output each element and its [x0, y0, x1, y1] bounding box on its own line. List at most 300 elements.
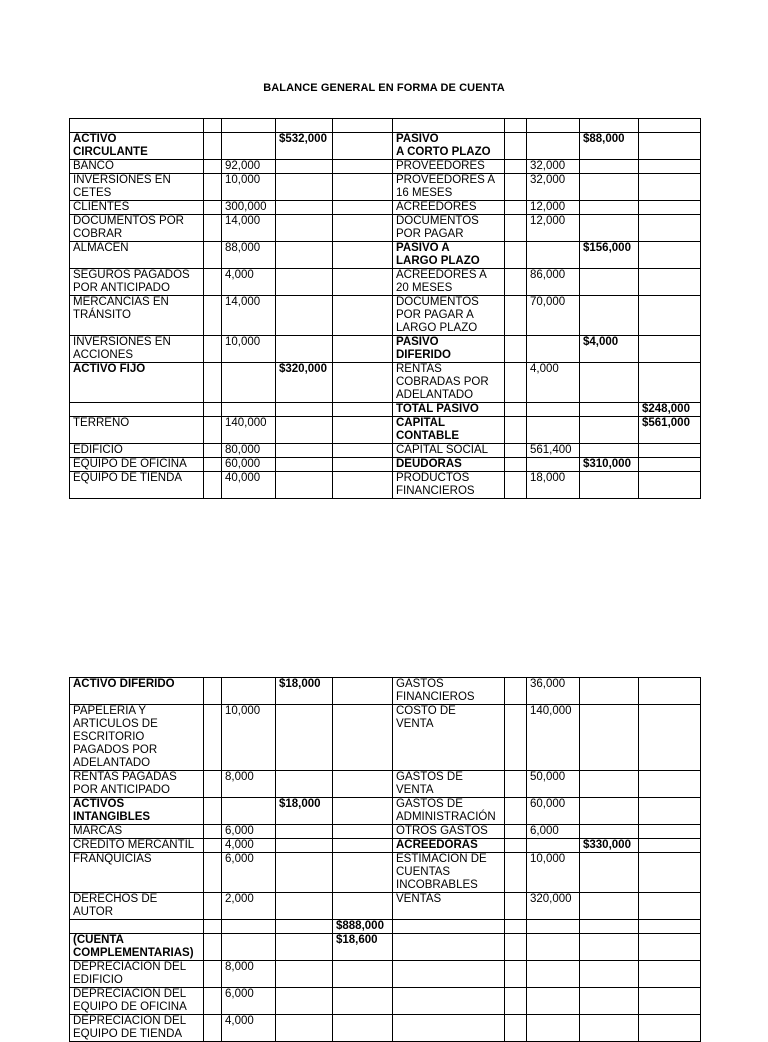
- table-cell: [333, 771, 393, 798]
- table-cell: [580, 403, 639, 417]
- table-cell: [222, 798, 276, 825]
- table-cell: [580, 119, 639, 133]
- table-cell: 4,000: [527, 363, 580, 403]
- table-cell: ALMACEN: [70, 242, 204, 269]
- table-cell: ACTIVO FIJO: [70, 363, 204, 403]
- table-cell: [333, 988, 393, 1015]
- table-cell: OTROS GASTOS: [393, 825, 505, 839]
- balance-sheet-table-1: [69, 118, 701, 499]
- table-cell: [639, 269, 701, 296]
- table-cell: 320,000: [527, 893, 580, 920]
- table-cell: ACREEDORAS: [393, 839, 505, 853]
- table-cell: 10,000: [527, 853, 580, 893]
- table-cell: [333, 825, 393, 839]
- table-cell: [333, 215, 393, 242]
- table-cell: [333, 839, 393, 853]
- table-cell: [222, 920, 276, 934]
- table-cell: [580, 705, 639, 771]
- table-cell: [580, 988, 639, 1015]
- table-cell: [204, 678, 222, 705]
- table-cell: INVERSIONES EN ACCIONES: [70, 336, 204, 363]
- table-cell: [580, 961, 639, 988]
- table-cell: ACREEDORES A 20 MESES: [393, 269, 505, 296]
- table-cell: SEGUROS PAGADOS POR ANTICIPADO: [70, 269, 204, 296]
- table-cell: [527, 417, 580, 444]
- table-cell: [276, 920, 333, 934]
- table-cell: 8,000: [222, 961, 276, 988]
- table-cell: [580, 771, 639, 798]
- table-cell: [505, 242, 527, 269]
- table-cell: [505, 403, 527, 417]
- table-cell: [276, 403, 333, 417]
- table-cell: $532,000: [276, 133, 333, 160]
- table-cell: [393, 934, 505, 961]
- table-cell: $156,000: [580, 242, 639, 269]
- table-cell: [639, 201, 701, 215]
- table-cell: [393, 988, 505, 1015]
- table-cell: INVERSIONES EN CETES: [70, 174, 204, 201]
- table-cell: EQUIPO DE OFICINA: [70, 458, 204, 472]
- table-cell: [70, 119, 204, 133]
- table-cell: [276, 853, 333, 893]
- table-cell: 6,000: [222, 853, 276, 893]
- table-cell: [580, 417, 639, 444]
- table-cell: TERRENO: [70, 417, 204, 444]
- table-row: [70, 853, 701, 893]
- table-cell: [276, 1015, 333, 1042]
- table-cell: [70, 920, 204, 934]
- table-cell: $310,000: [580, 458, 639, 472]
- table-cell: [333, 472, 393, 499]
- table-cell: [527, 133, 580, 160]
- table-cell: $320,000: [276, 363, 333, 403]
- table-cell: [333, 296, 393, 336]
- table-cell: [580, 934, 639, 961]
- table-cell: [505, 215, 527, 242]
- table-cell: [276, 444, 333, 458]
- table-cell: 14,000: [222, 296, 276, 336]
- table-cell: GASTOS DE ADMINISTRACIÓN: [393, 798, 505, 825]
- table-row: [70, 798, 701, 825]
- table-cell: ACREEDORES: [393, 201, 505, 215]
- table-cell: [505, 444, 527, 458]
- table-cell: [333, 853, 393, 893]
- table-cell: [204, 174, 222, 201]
- table-cell: EQUIPO DE TIENDA: [70, 472, 204, 499]
- table-cell: RENTAS COBRADAS POR ADELANTADO: [393, 363, 505, 403]
- table-cell: [580, 174, 639, 201]
- table-cell: [580, 472, 639, 499]
- table-cell: [639, 336, 701, 363]
- table-cell: [639, 771, 701, 798]
- table-cell: [276, 296, 333, 336]
- table-cell: [505, 934, 527, 961]
- table-cell: [393, 961, 505, 988]
- table-cell: 32,000: [527, 160, 580, 174]
- table-cell: ACTIVO CIRCULANTE: [70, 133, 204, 160]
- table-cell: $888,000: [333, 920, 393, 934]
- table-cell: [639, 133, 701, 160]
- table-cell: [505, 201, 527, 215]
- table-cell: PAPELERIA Y ARTICULOS DE ESCRITORIO PAGADOS POR ADELANTADO: [70, 705, 204, 771]
- table-row: [70, 242, 701, 269]
- table-cell: [639, 458, 701, 472]
- table-cell: [505, 119, 527, 133]
- table-row: [70, 363, 701, 403]
- table-cell: [580, 269, 639, 296]
- table-cell: [580, 853, 639, 893]
- table-cell: [639, 934, 701, 961]
- table-cell: [204, 296, 222, 336]
- table-cell: 70,000: [527, 296, 580, 336]
- table-cell: [639, 678, 701, 705]
- table-row: [70, 920, 701, 934]
- table-cell: [204, 119, 222, 133]
- table-cell: 12,000: [527, 201, 580, 215]
- table-cell: [527, 934, 580, 961]
- table-cell: [639, 174, 701, 201]
- table-row: [70, 705, 701, 771]
- table-cell: [333, 119, 393, 133]
- table-cell: [639, 215, 701, 242]
- table-row: [70, 988, 701, 1015]
- table-cell: 60,000: [527, 798, 580, 825]
- table-cell: [639, 961, 701, 988]
- table-cell: [639, 893, 701, 920]
- table-cell: [333, 403, 393, 417]
- table-cell: [204, 798, 222, 825]
- table-cell: [276, 825, 333, 839]
- table-cell: [333, 363, 393, 403]
- table-cell: [276, 215, 333, 242]
- table-row: [70, 417, 701, 444]
- table-cell: [204, 363, 222, 403]
- table-row: [70, 1015, 701, 1042]
- table-cell: 300,000: [222, 201, 276, 215]
- table-cell: [580, 201, 639, 215]
- table-cell: [580, 296, 639, 336]
- table-cell: [505, 174, 527, 201]
- table-cell: 18,000: [527, 472, 580, 499]
- table-cell: [204, 242, 222, 269]
- table-cell: [276, 174, 333, 201]
- table-cell: 4,000: [222, 269, 276, 296]
- table-cell: [333, 798, 393, 825]
- table-cell: [580, 678, 639, 705]
- table-cell: 12,000: [527, 215, 580, 242]
- table-cell: 561,400: [527, 444, 580, 458]
- table-cell: [204, 269, 222, 296]
- table-cell: [639, 444, 701, 458]
- table-cell: [639, 920, 701, 934]
- table-cell: CREDITO MERCANTIL: [70, 839, 204, 853]
- table-row: [70, 160, 701, 174]
- table-row: [70, 472, 701, 499]
- table-cell: [580, 444, 639, 458]
- table-cell: GASTOS DE VENTA: [393, 771, 505, 798]
- table-cell: [204, 215, 222, 242]
- table-cell: 60,000: [222, 458, 276, 472]
- table-row: [70, 934, 701, 961]
- table-cell: CAPITAL CONTABLE: [393, 417, 505, 444]
- table-cell: TOTAL PASIVO: [393, 403, 505, 417]
- table-cell: [393, 1015, 505, 1042]
- table-cell: [276, 160, 333, 174]
- table-cell: [276, 988, 333, 1015]
- table-cell: [204, 1015, 222, 1042]
- table-cell: [204, 771, 222, 798]
- table-cell: [580, 825, 639, 839]
- table-cell: [527, 403, 580, 417]
- table-cell: [204, 444, 222, 458]
- table-cell: [333, 174, 393, 201]
- table-cell: 10,000: [222, 174, 276, 201]
- table-cell: [505, 1015, 527, 1042]
- table-cell: [527, 458, 580, 472]
- table-cell: [204, 403, 222, 417]
- table-row: [70, 678, 701, 705]
- table-cell: 50,000: [527, 771, 580, 798]
- table-cell: [505, 771, 527, 798]
- table-cell: [204, 893, 222, 920]
- table-cell: [222, 119, 276, 133]
- table-cell: [204, 853, 222, 893]
- table-cell: [639, 798, 701, 825]
- table-cell: [580, 920, 639, 934]
- table-cell: [204, 160, 222, 174]
- table-cell: PASIVO A CORTO PLAZO: [393, 133, 505, 160]
- table-cell: [505, 825, 527, 839]
- table-cell: 14,000: [222, 215, 276, 242]
- table-cell: [505, 893, 527, 920]
- table-cell: [333, 444, 393, 458]
- table-cell: [204, 472, 222, 499]
- table-cell: DOCUMENTOS POR PAGAR A LARGO PLAZO: [393, 296, 505, 336]
- table-cell: [580, 1015, 639, 1042]
- table-cell: [505, 853, 527, 893]
- table-cell: 140,000: [527, 705, 580, 771]
- table-cell: PASIVO DIFERIDO: [393, 336, 505, 363]
- table-cell: [333, 961, 393, 988]
- table-cell: [222, 678, 276, 705]
- table-cell: [505, 705, 527, 771]
- table-cell: PRODUCTOS FINANCIEROS: [393, 472, 505, 499]
- table-cell: [276, 472, 333, 499]
- table-cell: [276, 336, 333, 363]
- table-cell: [276, 242, 333, 269]
- table-cell: PROVEEDORES: [393, 160, 505, 174]
- table-row: [70, 839, 701, 853]
- table-cell: [204, 988, 222, 1015]
- table-cell: DOCUMENTOS POR PAGAR: [393, 215, 505, 242]
- table-cell: [639, 825, 701, 839]
- table-cell: $18,000: [276, 678, 333, 705]
- table-cell: 8,000: [222, 771, 276, 798]
- table-cell: [505, 678, 527, 705]
- table-cell: [222, 133, 276, 160]
- table-cell: [204, 934, 222, 961]
- table-cell: [276, 269, 333, 296]
- table-cell: [505, 798, 527, 825]
- table-cell: [505, 961, 527, 988]
- table-cell: [70, 403, 204, 417]
- table-cell: [333, 336, 393, 363]
- table-cell: [333, 201, 393, 215]
- table-cell: ESTIMACION DE CUENTAS INCOBRABLES: [393, 853, 505, 893]
- table-cell: FRANQUICIAS: [70, 853, 204, 893]
- table-cell: [204, 458, 222, 472]
- table-cell: ACTIVOS INTANGIBLES: [70, 798, 204, 825]
- table-row: [70, 771, 701, 798]
- table-cell: VENTAS: [393, 893, 505, 920]
- table-cell: BANCO: [70, 160, 204, 174]
- table-cell: (CUENTA COMPLEMENTARIAS): [70, 934, 204, 961]
- table-cell: CLIENTES: [70, 201, 204, 215]
- table-cell: [639, 119, 701, 133]
- table-cell: $18,000: [276, 798, 333, 825]
- table-cell: [505, 269, 527, 296]
- table-cell: [527, 961, 580, 988]
- table-cell: [276, 417, 333, 444]
- table-row: [70, 893, 701, 920]
- table-row: [70, 201, 701, 215]
- table-row: [70, 336, 701, 363]
- table-row: [70, 825, 701, 839]
- table-cell: [204, 705, 222, 771]
- table-cell: [639, 242, 701, 269]
- table-cell: [393, 119, 505, 133]
- table-cell: [333, 458, 393, 472]
- table-row: [70, 269, 701, 296]
- table-cell: [276, 201, 333, 215]
- table-cell: [639, 988, 701, 1015]
- table-cell: $88,000: [580, 133, 639, 160]
- table-cell: [333, 1015, 393, 1042]
- table-cell: [276, 458, 333, 472]
- table-cell: [527, 988, 580, 1015]
- table-cell: $330,000: [580, 839, 639, 853]
- table-cell: [222, 363, 276, 403]
- table-cell: 6,000: [222, 825, 276, 839]
- table-cell: [639, 472, 701, 499]
- table-cell: DERECHOS DE AUTOR: [70, 893, 204, 920]
- table-cell: [580, 363, 639, 403]
- table-cell: [527, 920, 580, 934]
- table-cell: GASTOS FINANCIEROS: [393, 678, 505, 705]
- table-cell: $248,000: [639, 403, 701, 417]
- table-cell: [393, 920, 505, 934]
- table-cell: [505, 458, 527, 472]
- table-cell: [505, 472, 527, 499]
- table-row: [70, 174, 701, 201]
- table-cell: 4,000: [222, 839, 276, 853]
- table-cell: COSTO DE VENTA: [393, 705, 505, 771]
- table-cell: RENTAS PAGADAS POR ANTICIPADO: [70, 771, 204, 798]
- table-cell: [527, 1015, 580, 1042]
- table-cell: [505, 160, 527, 174]
- table-cell: MERCANCIAS EN TRÁNSITO: [70, 296, 204, 336]
- table-cell: EDIFICIO: [70, 444, 204, 458]
- table-cell: [505, 363, 527, 403]
- table-row: [70, 296, 701, 336]
- table-cell: 6,000: [222, 988, 276, 1015]
- table-row: [70, 444, 701, 458]
- table-cell: [276, 934, 333, 961]
- table-cell: [505, 336, 527, 363]
- table-cell: [204, 961, 222, 988]
- table-cell: [527, 839, 580, 853]
- table-cell: 92,000: [222, 160, 276, 174]
- table-cell: [639, 296, 701, 336]
- table-cell: [580, 160, 639, 174]
- table-cell: DEUDORAS: [393, 458, 505, 472]
- table-cell: [527, 242, 580, 269]
- table-cell: [505, 839, 527, 853]
- table-cell: 36,000: [527, 678, 580, 705]
- table-cell: [204, 839, 222, 853]
- table-cell: [222, 934, 276, 961]
- table-cell: [505, 920, 527, 934]
- table-cell: [505, 988, 527, 1015]
- table-cell: [276, 839, 333, 853]
- table-cell: CAPITAL SOCIAL: [393, 444, 505, 458]
- table-row: [70, 403, 701, 417]
- table-cell: DEPRECIACION DEL EQUIPO DE OFICINA: [70, 988, 204, 1015]
- table-cell: 88,000: [222, 242, 276, 269]
- table-cell: [204, 825, 222, 839]
- table-cell: $4,000: [580, 336, 639, 363]
- table-cell: 32,000: [527, 174, 580, 201]
- table-row: [70, 119, 701, 133]
- table-cell: 86,000: [527, 269, 580, 296]
- table-cell: $18,600: [333, 934, 393, 961]
- table-cell: [276, 705, 333, 771]
- table-cell: PROVEEDORES A 16 MESES: [393, 174, 505, 201]
- table-cell: [333, 269, 393, 296]
- table-cell: [333, 893, 393, 920]
- table-cell: [276, 961, 333, 988]
- table-cell: DEPRECIACION DEL EDIFICIO: [70, 961, 204, 988]
- table-cell: [204, 417, 222, 444]
- table-row: [70, 961, 701, 988]
- table-cell: [222, 403, 276, 417]
- table-cell: [639, 839, 701, 853]
- table-cell: [527, 336, 580, 363]
- table-cell: [639, 1015, 701, 1042]
- table-cell: [333, 705, 393, 771]
- table-cell: [204, 336, 222, 363]
- table-cell: 4,000: [222, 1015, 276, 1042]
- table-cell: [276, 771, 333, 798]
- table-row: [70, 133, 701, 160]
- table-cell: [580, 798, 639, 825]
- table-cell: [276, 119, 333, 133]
- table-cell: [333, 160, 393, 174]
- table-cell: [639, 363, 701, 403]
- table-cell: [505, 417, 527, 444]
- table-cell: [333, 242, 393, 269]
- table-cell: [204, 133, 222, 160]
- table-cell: [204, 920, 222, 934]
- table-cell: 6,000: [527, 825, 580, 839]
- table-cell: [527, 119, 580, 133]
- table-cell: [639, 705, 701, 771]
- table-cell: $561,000: [639, 417, 701, 444]
- table-cell: 10,000: [222, 705, 276, 771]
- table-cell: [639, 853, 701, 893]
- table-cell: [204, 201, 222, 215]
- table-cell: DEPRECIACION DEL EQUIPO DE TIENDA: [70, 1015, 204, 1042]
